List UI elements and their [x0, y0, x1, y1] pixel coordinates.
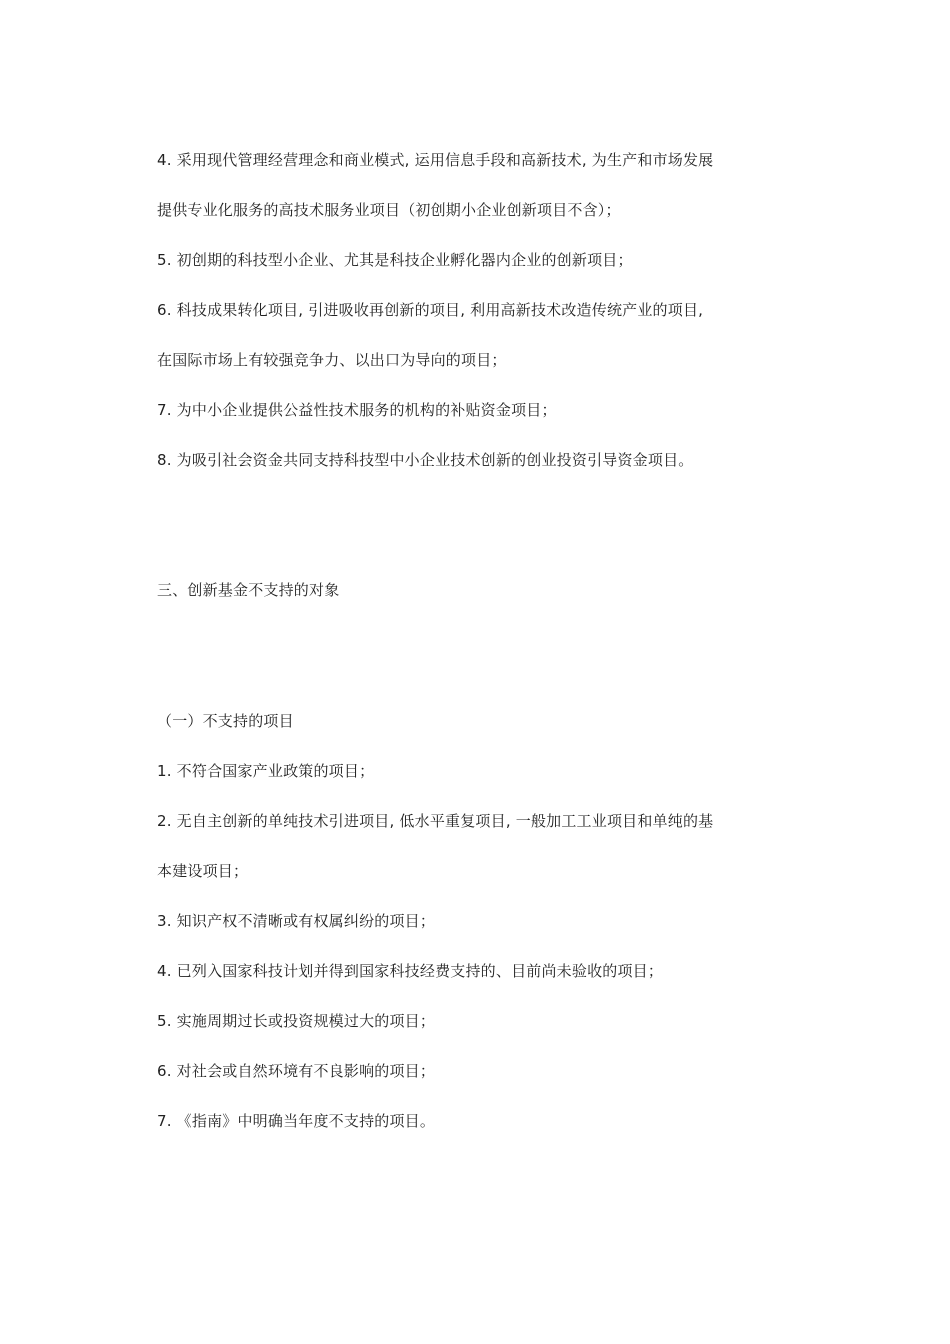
section-heading: 三、创新基金不支持的对象 — [157, 581, 340, 599]
paragraph-line: 7. 为中小企业提供公益性技术服务的机构的补贴资金项目； — [157, 401, 557, 419]
paragraph-line: 4. 采用现代管理经营理念和商业模式, 运用信息手段和高新技术, 为生产和市场发展 — [157, 151, 714, 169]
paragraph-line: 提供专业化服务的高技术服务业项目（初创期小企业创新项目不含）； — [157, 201, 621, 219]
paragraph-line: 在国际市场上有较强竞争力、以出口为导向的项目； — [157, 351, 507, 369]
list-item: 3. 知识产权不清晰或有权属纠纷的项目； — [157, 912, 436, 930]
paragraph-line: 5. 初创期的科技型小企业、尤其是科技企业孵化器内企业的创新项目； — [157, 251, 633, 269]
list-item: 4. 已列入国家科技计划并得到国家科技经费支持的、目前尚未验收的项目； — [157, 962, 664, 980]
subsection-heading: （一）不支持的项目 — [157, 712, 294, 730]
list-item: 本建设项目； — [157, 862, 249, 880]
list-item: 2. 无自主创新的单纯技术引进项目, 低水平重复项目, 一般加工工业项目和单纯的基 — [157, 812, 714, 830]
list-item: 7. 《指南》中明确当年度不支持的项目。 — [157, 1112, 436, 1130]
paragraph-line: 6. 科技成果转化项目, 引进吸收再创新的项目, 利用高新技术改造传统产业的项目, — [157, 301, 704, 319]
list-item: 5. 实施周期过长或投资规模过大的项目； — [157, 1012, 436, 1030]
paragraph-line: 8. 为吸引社会资金共同支持科技型中小企业技术创新的创业投资引导资金项目。 — [157, 451, 694, 469]
list-item: 6. 对社会或自然环境有不良影响的项目； — [157, 1062, 436, 1080]
list-item: 1. 不符合国家产业政策的项目； — [157, 762, 375, 780]
